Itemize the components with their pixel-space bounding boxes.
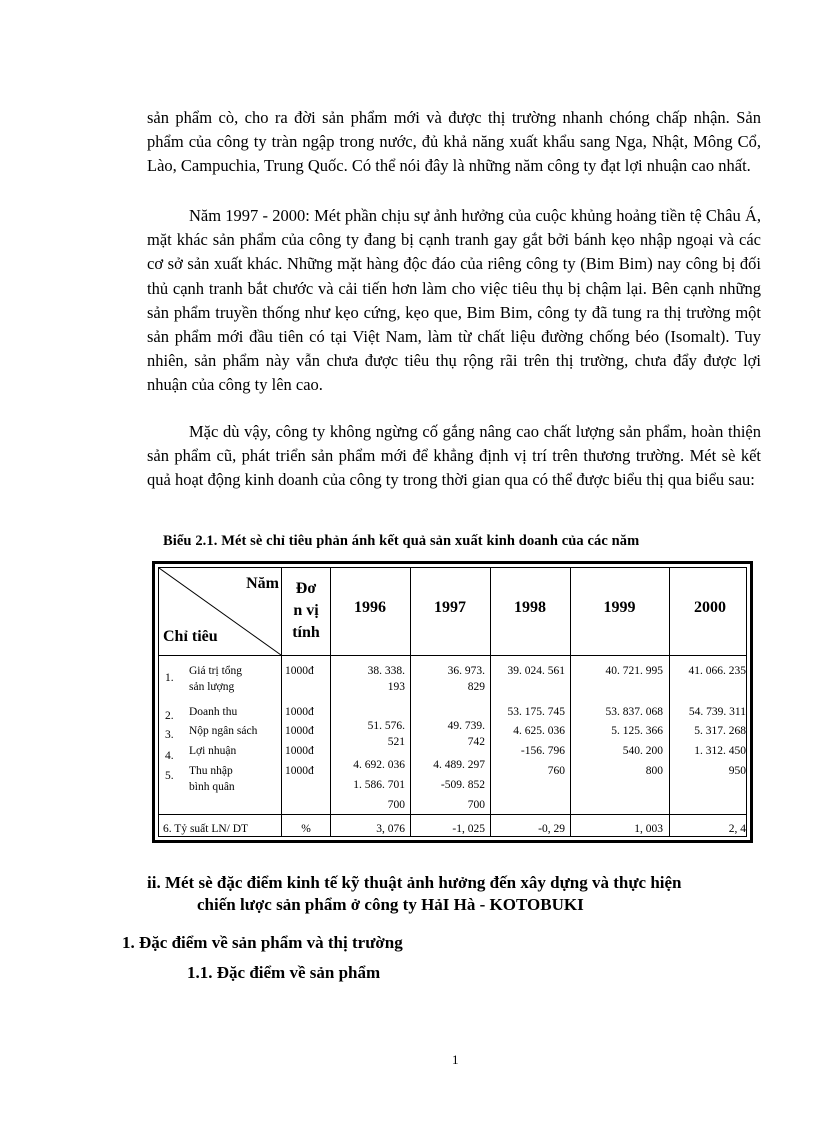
ratio-row-label: 6. Tỷ suất LN/ DT	[163, 823, 249, 835]
table-caption: Biểu 2.1. Mét sè chỉ tiêu phản ánh kết quả sản xuất kinh doanh của các năm	[163, 533, 640, 549]
row-number-5: 5.	[165, 770, 174, 782]
row-label-revenue: Doanh thu	[189, 706, 238, 718]
value-1997: -509. 852	[440, 779, 485, 791]
value-2000: 1. 312. 450	[694, 745, 746, 757]
value-2000: 41. 066. 235	[688, 665, 746, 677]
row-number-3: 3.	[165, 729, 174, 741]
year-header-2000: 2000	[694, 599, 726, 616]
paragraph-1: sản phẩm cò, cho ra đời sản phẩm mới và được thị trường nhanh chóng chấp nhận. Sản phẩm của công ty tràn ngập trong nước, đủ khả năng xuất khẩu sang Nga, Nhật, Mông Cổ, Lào, Campuchia, Trung Quốc. Có thể nói đây là những năm công ty đạt lợi nhuận cao nhất.	[147, 108, 761, 176]
value-1999: 5. 125. 366	[611, 725, 663, 737]
unit-cell: 1000đ	[285, 665, 314, 677]
value-1997: 700	[467, 799, 485, 811]
table-grid	[158, 567, 747, 837]
corner-indicator-label: Chỉ tiêu	[163, 628, 218, 645]
ratio-value-1999: 1, 003	[634, 823, 663, 835]
ratio-value-1996: 3, 076	[376, 823, 405, 835]
unit-header: Đơ n vị tính	[292, 580, 320, 641]
year-header-1998: 1998	[514, 599, 546, 616]
value-1998: 53. 175. 745	[507, 706, 565, 718]
paragraph-3: Mặc dù vậy, công ty không ngừng cố gắng nâng cao chất lượng sản phẩm, hoàn thiện sản phẩm cũ, phát triển sản phẩm mới để khẳng định vị trí trên thương trường. Mét sè kết quả hoạt động kinh doanh của công ty trong thời gian qua có thể được biểu thị qua biểu sau:	[147, 422, 761, 490]
row-number-4: 4.	[165, 750, 174, 762]
row-label-budget: Nộp ngân sách	[189, 725, 258, 737]
ratio-value-1997: -1, 025	[452, 823, 485, 835]
value-2000: 5. 317. 268	[694, 725, 746, 737]
section-heading-1-1: 1.1. Đặc điểm về sản phẩm	[187, 963, 381, 982]
ratio-value-1998: -0, 29	[538, 823, 565, 835]
value-1998: 760	[547, 765, 565, 777]
value-1996: 51. 576.	[367, 720, 405, 732]
value-1997: 742	[467, 736, 485, 748]
page-number: 1	[452, 1052, 459, 1067]
value-1997: 4. 489. 297	[433, 759, 485, 771]
value-1998: 39. 024. 561	[507, 665, 565, 677]
value-1996: 700	[387, 799, 405, 811]
ratio-value-2000: 2, 4	[728, 823, 746, 835]
section-heading-ii: ii. Mét sè đặc điểm kinh tế kỹ thuật ảnh hưởng đến xây dựng và thực hiện chiến lược sản phẩm ở công ty HảI Hà - KOTOBUKI	[147, 873, 682, 914]
value-1997: 36. 973.	[447, 665, 485, 677]
value-1996: 193	[387, 681, 405, 693]
value-1999: 540. 200	[622, 745, 663, 757]
value-1998: 4. 625. 036	[513, 725, 565, 737]
unit-cell: 1000đ	[285, 706, 314, 718]
year-header-1999: 1999	[603, 599, 636, 616]
unit-cell: 1000đ	[285, 765, 314, 777]
value-1999: 40. 721. 995	[605, 665, 663, 677]
value-2000: 54. 739. 311	[688, 706, 746, 718]
corner-year-label: Năm	[246, 575, 279, 592]
row-label-gross-output: Giá trị tổng sản lượng	[189, 665, 243, 693]
paragraph-2: Năm 1997 - 2000: Mét phần chịu sự ảnh hưởng của cuộc khủng hoảng tiền tệ Châu Á, mặt khác sản phẩm của công ty đang bị cạnh tranh gay gắt bởi bánh kẹo nhập ngoại và các cơ sở sản xuất khác. Những mặt hàng độc đáo của riêng công ty (Bim Bim) nay công bị đối thủ cạnh tranh bắt chước và cải tiến hơn làm cho việc tiêu thụ bị chậm lại. Bên cạnh những sản phẩm truyền thống như kẹo cứng, kẹo que, Bim Bim, công ty đã tung ra thị trường một sản phẩm mới đầu tiên có tại Việt Nam, làm từ chất liệu đường chống béo (Isomalt). Tuy nhiên, sản phẩm này vẫn chưa được tiêu thụ rộng rãi trên thị trường, chưa đẩy được lợi nhuận của công ty lên cao.	[147, 206, 761, 395]
value-1997: 829	[467, 681, 485, 693]
year-header-1996: 1996	[354, 599, 386, 616]
value-1999: 53. 837. 068	[605, 706, 663, 718]
value-1996: 4. 692. 036	[353, 759, 405, 771]
value-1996: 521	[387, 736, 405, 748]
row-number-1: 1.	[165, 672, 174, 684]
value-1998: -156. 796	[520, 745, 565, 757]
value-1997: 49. 739.	[447, 720, 485, 732]
value-1999: 800	[645, 765, 663, 777]
value-1996: 38. 338.	[367, 665, 405, 677]
row-label-income: Thu nhập bình quân	[189, 765, 235, 793]
row-number-2: 2.	[165, 710, 174, 722]
unit-cell: 1000đ	[285, 725, 314, 737]
ratio-unit: %	[301, 823, 311, 835]
value-1996: 1. 586. 701	[353, 779, 405, 791]
year-header-1997: 1997	[434, 599, 466, 616]
results-table	[152, 561, 753, 843]
section-heading-1: 1. Đặc điểm về sản phẩm và thị trường	[122, 933, 403, 952]
value-2000: 950	[728, 765, 746, 777]
unit-cell: 1000đ	[285, 745, 314, 757]
row-label-profit: Lợi nhuận	[189, 745, 237, 757]
